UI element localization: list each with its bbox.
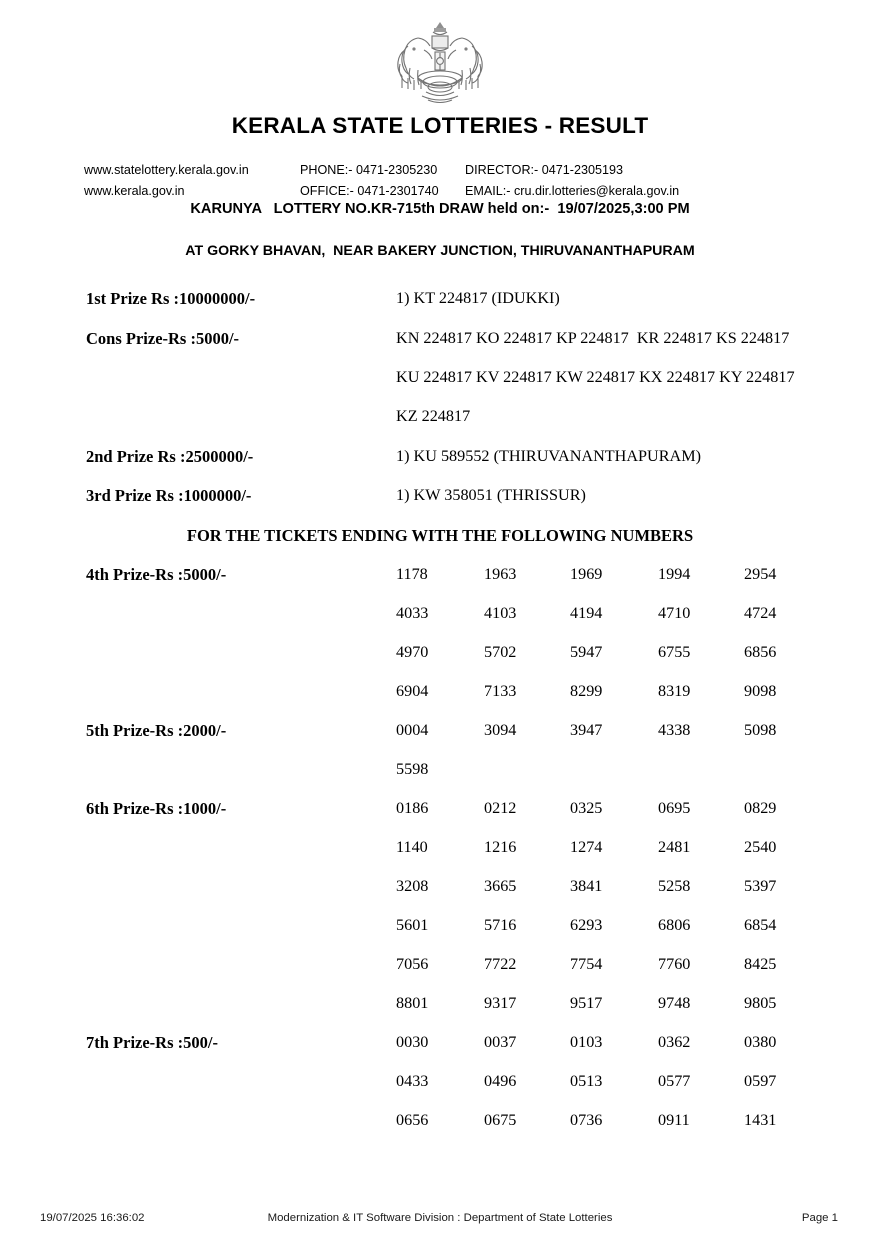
prize-number: 8299	[570, 682, 603, 700]
page-footer	[0, 1212, 880, 1232]
prize-number: 9098	[744, 682, 777, 700]
phone-text: PHONE:- 0471-2305230	[300, 163, 438, 177]
page-title: KERALA STATE LOTTERIES - RESULT	[231, 113, 649, 138]
prize-number: 0030	[396, 1033, 429, 1051]
prize-number: 0736	[570, 1111, 603, 1129]
prize-number: 3094	[484, 721, 517, 739]
prize-row-seventh	[0, 1033, 880, 1150]
prize-number: 7722	[484, 955, 517, 973]
contact-row	[84, 160, 804, 181]
prize-row-sixth	[0, 799, 880, 1033]
prize-number: 4970	[396, 643, 429, 661]
prize-number: 0037	[484, 1033, 517, 1051]
prize-row-fifth	[0, 721, 880, 799]
section-heading-row	[0, 526, 880, 565]
prize-number: 1963	[484, 565, 517, 583]
prize-number: 9517	[570, 994, 603, 1012]
prize-number: 4710	[658, 604, 691, 622]
prize-number: 5947	[570, 643, 603, 661]
prize-number: 1178	[396, 565, 428, 583]
prize-value-first: 1) KT 224817 (IDUKKI)	[396, 289, 560, 307]
prize-number: 4033	[396, 604, 429, 622]
prize-number: 5258	[658, 877, 691, 895]
prize-number: 1994	[658, 565, 691, 583]
contact-row	[84, 181, 804, 202]
prize-label-second: 2nd Prize Rs :2500000/-	[86, 447, 254, 466]
prize-row-fourth	[0, 565, 880, 721]
prize-number: 1431	[744, 1111, 777, 1129]
prize-number: 5397	[744, 877, 777, 895]
website-link[interactable]: www.kerala.gov.in	[84, 184, 185, 198]
prize-value-third: 1) KW 358051 (THRISSUR)	[396, 486, 586, 504]
draw-info-line: KARUNYA LOTTERY NO.KR-715th DRAW held on:- 19/07/2025,3:00 PM	[190, 201, 690, 217]
prize-number: 6854	[744, 916, 777, 934]
prize-number: 5702	[484, 643, 517, 661]
prize-number: 7133	[484, 682, 517, 700]
prize-number: 9748	[658, 994, 691, 1012]
prize-number: 6856	[744, 643, 777, 661]
prize-number: 0656	[396, 1111, 429, 1129]
prize-label-consolation: Cons Prize-Rs :5000/-	[86, 329, 240, 348]
email-text[interactable]: EMAIL:- cru.dir.lotteries@kerala.gov.in	[465, 184, 680, 198]
prize-number: 0597	[744, 1072, 777, 1090]
footer-department: Modernization & IT Software Division : Department of State Lotteries	[267, 1212, 613, 1224]
prize-value-consolation-3: KZ 224817	[396, 407, 471, 425]
prize-number: 0911	[658, 1111, 690, 1129]
prize-number: 0362	[658, 1033, 691, 1051]
prize-number: 5716	[484, 916, 517, 934]
contact-block	[84, 160, 804, 202]
prize-body	[0, 289, 880, 1150]
prize-value-second: 1) KU 589552 (THIRUVANANTHAPURAM)	[396, 447, 702, 465]
prize-number: 0577	[658, 1072, 691, 1090]
prize-number: 1140	[396, 838, 428, 856]
prize-number: 0829	[744, 799, 777, 817]
prize-number: 0004	[396, 721, 429, 739]
prize-number: 5098	[744, 721, 777, 739]
prize-number: 1274	[570, 838, 603, 856]
prize-number: 8425	[744, 955, 777, 973]
kerala-state-emblem-icon	[388, 16, 492, 108]
section-heading: FOR THE TICKETS ENDING WITH THE FOLLOWING NUMBERS	[186, 526, 694, 545]
prize-number: 0695	[658, 799, 691, 817]
prize-number: 8801	[396, 994, 429, 1012]
prize-number: 0675	[484, 1111, 517, 1129]
prize-label-seventh: 7th Prize-Rs :500/-	[86, 1033, 218, 1052]
prize-row-first	[0, 289, 880, 329]
prize-label-first: 1st Prize Rs :10000000/-	[86, 289, 256, 308]
prize-number: 9805	[744, 994, 777, 1012]
prize-number: 4724	[744, 604, 777, 622]
prize-number: 7056	[396, 955, 429, 973]
prize-number: 0496	[484, 1072, 517, 1090]
prize-number: 0103	[570, 1033, 603, 1051]
prize-number: 1969	[570, 565, 603, 583]
prize-row-third	[0, 486, 880, 526]
prize-value-consolation-1: KN 224817 KO 224817 KP 224817 KR 224817 KS 224817	[396, 329, 790, 347]
prize-number: 6806	[658, 916, 691, 934]
prize-number: 7760	[658, 955, 691, 973]
prize-number: 0325	[570, 799, 603, 817]
footer-timestamp: 19/07/2025 16:36:02	[40, 1212, 145, 1224]
footer-page-number: Page 1	[801, 1212, 838, 1224]
office-text: OFFICE:- 0471-2301740	[300, 184, 439, 198]
prize-number: 0513	[570, 1072, 603, 1090]
prize-number: 6904	[396, 682, 429, 700]
prize-number: 1216	[484, 838, 517, 856]
prize-number: 3841	[570, 877, 603, 895]
venue-line: AT GORKY BHAVAN, NEAR BAKERY JUNCTION, THIRUVANANTHAPURAM	[185, 243, 695, 259]
prize-number: 6293	[570, 916, 603, 934]
prize-number: 2540	[744, 838, 777, 856]
prize-label-fifth: 5th Prize-Rs :2000/-	[86, 721, 227, 740]
prize-number: 0380	[744, 1033, 777, 1051]
prize-number: 8319	[658, 682, 691, 700]
prize-number: 3665	[484, 877, 517, 895]
prize-number: 4194	[570, 604, 603, 622]
prize-number: 0212	[484, 799, 517, 817]
prize-number: 0186	[396, 799, 429, 817]
prize-number: 4338	[658, 721, 691, 739]
prize-number: 6755	[658, 643, 691, 661]
prize-label-third: 3rd Prize Rs :1000000/-	[86, 486, 252, 505]
prize-number: 2954	[744, 565, 777, 583]
prize-number: 5601	[396, 916, 429, 934]
prize-number: 4103	[484, 604, 517, 622]
prize-number: 5598	[396, 760, 429, 778]
prize-label-fourth: 4th Prize-Rs :5000/-	[86, 565, 227, 584]
emblem-container	[0, 16, 880, 113]
prize-label-sixth: 6th Prize-Rs :1000/-	[86, 799, 227, 818]
prize-number: 7754	[570, 955, 603, 973]
prize-number: 9317	[484, 994, 517, 1012]
prize-number: 3947	[570, 721, 603, 739]
prize-number: 2481	[658, 838, 691, 856]
prize-row-second	[0, 447, 880, 486]
prize-row-consolation	[0, 329, 880, 447]
prize-value-consolation-2: KU 224817 KV 224817 KW 224817 KX 224817 KY 224817	[396, 368, 795, 386]
website-link[interactable]: www.statelottery.kerala.gov.in	[84, 163, 249, 177]
director-text: DIRECTOR:- 0471-2305193	[465, 163, 623, 177]
prize-number: 3208	[396, 877, 429, 895]
prize-number: 0433	[396, 1072, 429, 1090]
